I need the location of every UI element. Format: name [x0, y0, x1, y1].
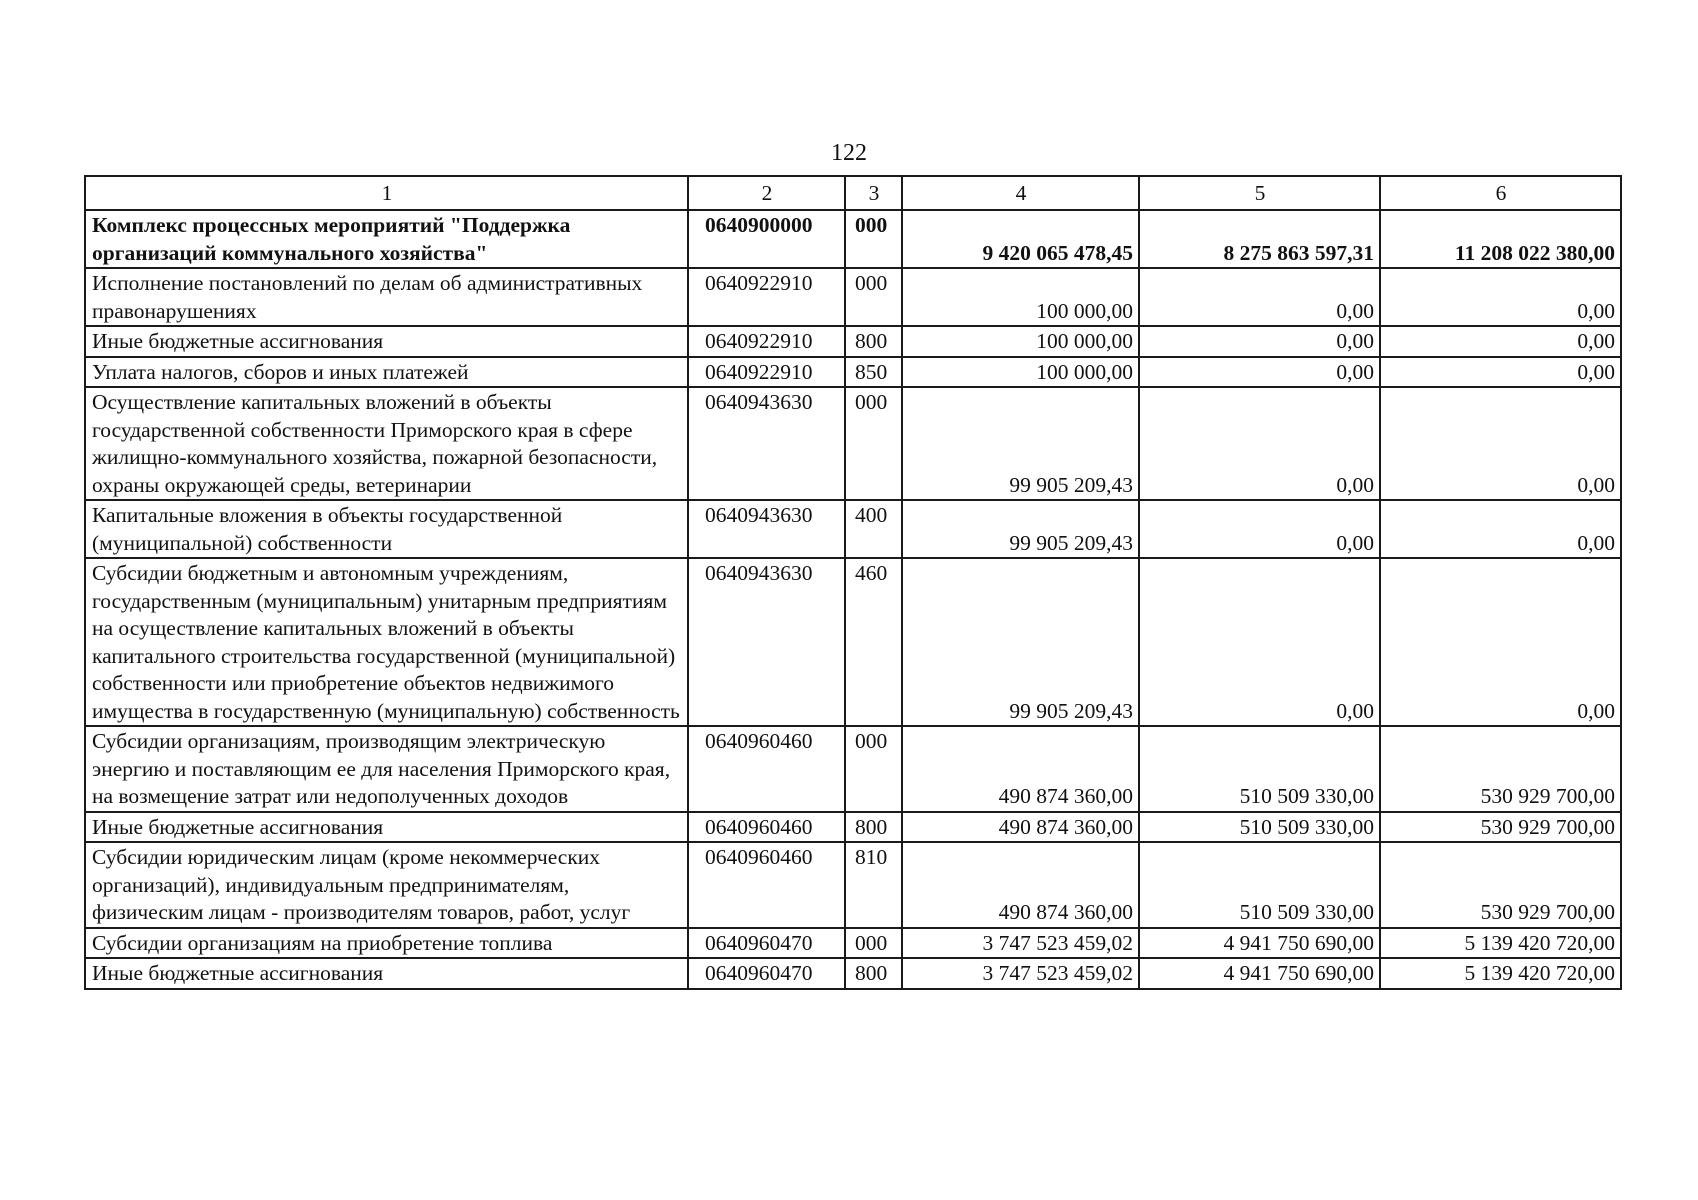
table-row [85, 326, 1621, 357]
row-name-cell: Исполнение постановлений по делам об административных правонарушениях [85, 268, 688, 326]
table-row [85, 558, 1621, 726]
header-cell-code: 2 [688, 176, 845, 210]
row-code-cell: 0640960460 [688, 842, 845, 928]
row-name-cell: Иные бюджетные ассигнования [85, 326, 688, 357]
row-code-cell: 0640960470 [688, 928, 845, 959]
row-code-cell: 0640943630 [688, 500, 845, 558]
row-amount-year2-cell: 4 941 750 690,00 [1139, 958, 1380, 989]
row-expense-type-cell: 000 [845, 268, 902, 326]
row-amount-year3-cell: 530 929 700,00 [1380, 842, 1621, 928]
row-name-cell: Субсидии юридическим лицам (кроме некоммерческих организаций), индивидуальным предпринимателям, физическим лицам - производителям товаров, работ, услуг [85, 842, 688, 928]
row-amount-year2-cell: 8 275 863 597,31 [1139, 210, 1380, 268]
table-row [85, 812, 1621, 843]
row-name-cell: Осуществление капитальных вложений в объекты государственной собственности Приморского края в сфере жилищно-коммунального хозяйства, пожарной безопасности, охраны окружающей среды, ветеринарии [85, 387, 688, 500]
row-amount-year1-cell: 490 874 360,00 [902, 812, 1139, 843]
row-amount-year3-cell: 0,00 [1380, 500, 1621, 558]
table-row [85, 928, 1621, 959]
row-amount-year1-cell: 3 747 523 459,02 [902, 928, 1139, 959]
row-amount-year3-cell: 0,00 [1380, 558, 1621, 726]
row-expense-type-cell: 000 [845, 928, 902, 959]
row-code-cell: 0640922910 [688, 268, 845, 326]
row-amount-year2-cell: 0,00 [1139, 268, 1380, 326]
row-amount-year2-cell: 4 941 750 690,00 [1139, 928, 1380, 959]
row-expense-type-cell: 000 [845, 387, 902, 500]
row-amount-year3-cell: 11 208 022 380,00 [1380, 210, 1621, 268]
row-expense-type-cell: 460 [845, 558, 902, 726]
row-name-cell: Субсидии организациям на приобретение топлива [85, 928, 688, 959]
row-amount-year2-cell: 0,00 [1139, 558, 1380, 726]
row-amount-year1-cell: 490 874 360,00 [902, 726, 1139, 812]
row-amount-year3-cell: 0,00 [1380, 268, 1621, 326]
row-amount-year3-cell: 0,00 [1380, 357, 1621, 388]
row-expense-type-cell: 400 [845, 500, 902, 558]
row-amount-year3-cell: 0,00 [1380, 387, 1621, 500]
row-name-cell: Уплата налогов, сборов и иных платежей [85, 357, 688, 388]
row-amount-year2-cell: 510 509 330,00 [1139, 726, 1380, 812]
table-row [85, 726, 1621, 812]
header-cell-vr: 3 [845, 176, 902, 210]
row-amount-year3-cell: 0,00 [1380, 326, 1621, 357]
table-row [85, 357, 1621, 388]
table-row [85, 268, 1621, 326]
row-name-cell: Капитальные вложения в объекты государственной (муниципальной) собственности [85, 500, 688, 558]
table-row [85, 842, 1621, 928]
row-code-cell: 0640960460 [688, 812, 845, 843]
header-cell-year2: 5 [1139, 176, 1380, 210]
row-amount-year2-cell: 0,00 [1139, 326, 1380, 357]
row-amount-year1-cell: 100 000,00 [902, 326, 1139, 357]
row-name-cell: Субсидии бюджетным и автономным учреждениям, государственным (муниципальным) унитарным предприятиям на осуществление капитальных вложений в объекты капитального строительства государственной (муниципальной) собственности или приобретение объектов недвижимого имущества в государственную (муниципальную) собственность [85, 558, 688, 726]
row-code-cell: 0640922910 [688, 357, 845, 388]
row-name-cell: Иные бюджетные ассигнования [85, 812, 688, 843]
header-cell-year1: 4 [902, 176, 1139, 210]
row-expense-type-cell: 810 [845, 842, 902, 928]
row-code-cell: 0640960460 [688, 726, 845, 812]
table-row [85, 387, 1621, 500]
row-amount-year2-cell: 0,00 [1139, 357, 1380, 388]
row-code-cell: 0640943630 [688, 558, 845, 726]
row-expense-type-cell: 000 [845, 210, 902, 268]
row-expense-type-cell: 850 [845, 357, 902, 388]
row-amount-year1-cell: 99 905 209,43 [902, 558, 1139, 726]
row-amount-year1-cell: 100 000,00 [902, 268, 1139, 326]
row-amount-year3-cell: 530 929 700,00 [1380, 812, 1621, 843]
header-cell-name: 1 [85, 176, 688, 210]
row-amount-year2-cell: 510 509 330,00 [1139, 812, 1380, 843]
row-amount-year2-cell: 510 509 330,00 [1139, 842, 1380, 928]
row-code-cell: 0640943630 [688, 387, 845, 500]
row-code-cell: 0640900000 [688, 210, 845, 268]
row-expense-type-cell: 000 [845, 726, 902, 812]
table-header-row [85, 176, 1621, 210]
row-amount-year1-cell: 490 874 360,00 [902, 842, 1139, 928]
row-amount-year2-cell: 0,00 [1139, 387, 1380, 500]
row-expense-type-cell: 800 [845, 958, 902, 989]
budget-table [84, 175, 1622, 990]
row-amount-year3-cell: 5 139 420 720,00 [1380, 958, 1621, 989]
table-row [85, 210, 1621, 268]
row-amount-year1-cell: 3 747 523 459,02 [902, 958, 1139, 989]
row-code-cell: 0640960470 [688, 958, 845, 989]
row-name-cell: Иные бюджетные ассигнования [85, 958, 688, 989]
row-amount-year1-cell: 99 905 209,43 [902, 500, 1139, 558]
table-row [85, 958, 1621, 989]
row-amount-year2-cell: 0,00 [1139, 500, 1380, 558]
row-expense-type-cell: 800 [845, 326, 902, 357]
table-row [85, 500, 1621, 558]
row-amount-year1-cell: 100 000,00 [902, 357, 1139, 388]
row-amount-year1-cell: 9 420 065 478,45 [902, 210, 1139, 268]
row-amount-year3-cell: 530 929 700,00 [1380, 726, 1621, 812]
row-name-cell: Комплекс процессных мероприятий "Поддержка организаций коммунального хозяйства" [85, 210, 688, 268]
page-number: 122 [831, 140, 867, 166]
row-name-cell: Субсидии организациям, производящим электрическую энергию и поставляющим ее для населения Приморского края, на возмещение затрат или недополученных доходов [85, 726, 688, 812]
row-amount-year1-cell: 99 905 209,43 [902, 387, 1139, 500]
row-code-cell: 0640922910 [688, 326, 845, 357]
row-amount-year3-cell: 5 139 420 720,00 [1380, 928, 1621, 959]
header-cell-year3: 6 [1380, 176, 1621, 210]
row-expense-type-cell: 800 [845, 812, 902, 843]
